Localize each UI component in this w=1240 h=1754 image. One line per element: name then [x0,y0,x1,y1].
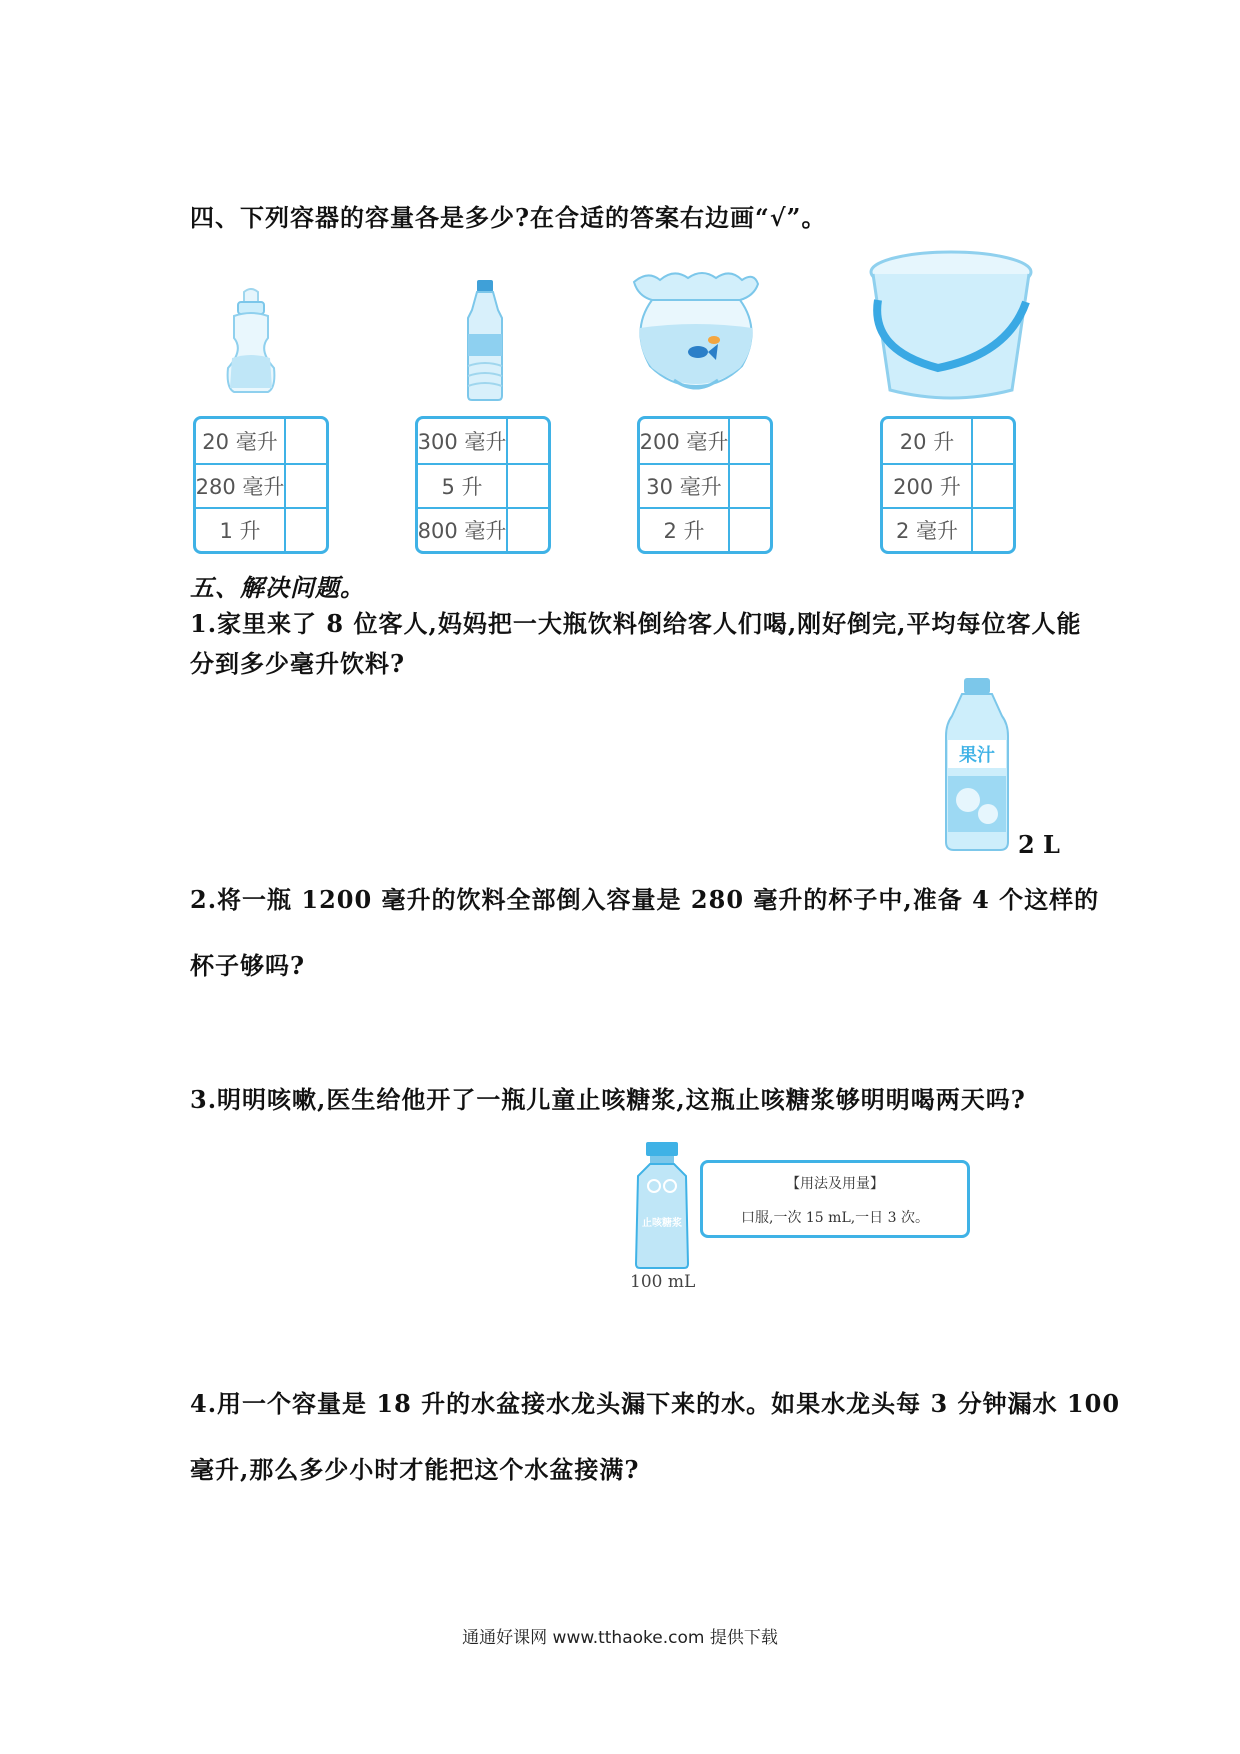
answer-box[interactable] [969,509,1013,551]
footer-credit: 通通好课网 www.tthaoke.com 提供下载 [462,1628,778,1648]
bucket-icon [868,250,1034,400]
section-4-heading: 四、下列容器的容量各是多少?在合适的答案右边画“√”。 [190,203,827,232]
answer-box[interactable] [504,509,548,551]
option-label: 30 毫升 [640,465,730,507]
option-label: 280 毫升 [196,465,286,507]
answer-box[interactable] [726,419,770,463]
options-table-bucket [880,416,1016,554]
juice-bottle-label: 果汁 [959,745,995,766]
dosage-title: 【用法及用量】 [786,1176,884,1192]
answer-box[interactable] [504,465,548,507]
option-label: 20 升 [883,419,973,463]
question-2-line-1: 2.将一瓶 1200 毫升的饮料全部倒入容量是 280 毫升的杯子中,准备 4 个这样的 [190,885,1100,914]
question-1-line-2: 分到多少毫升饮料? [190,649,406,678]
fishbowl-icon [630,270,762,396]
option-label: 300 毫升 [418,419,508,463]
answer-box[interactable] [969,419,1013,463]
option-label: 200 毫升 [640,419,730,463]
option-label: 5 升 [418,465,508,507]
dosage-instructions-box [700,1160,970,1238]
option-label: 2 升 [640,509,730,551]
question-3-line-1: 3.明明咳嗽,医生给他开了一瓶儿童止咳糖浆,这瓶止咳糖浆够明明喝两天吗? [190,1085,1026,1114]
answer-box[interactable] [969,465,1013,507]
answer-box[interactable] [504,419,548,463]
syrup-volume-caption: 100 mL [630,1272,696,1292]
answer-box[interactable] [282,419,326,463]
options-table-baby-bottle [193,416,329,554]
answer-box[interactable] [726,465,770,507]
juice-bottle-icon [944,676,1010,852]
syrup-bottle-icon [632,1140,692,1270]
option-label: 2 毫升 [883,509,973,551]
question-1-line-1: 1.家里来了 8 位客人,妈妈把一大瓶饮料倒给客人们喝,刚好倒完,平均每位客人能 [190,609,1082,638]
option-label: 1 升 [196,509,286,551]
answer-box[interactable] [282,509,326,551]
water-bottle-icon [462,278,508,402]
syrup-bottle-label: 止咳糖浆 [642,1218,682,1229]
question-2-line-2: 杯子够吗? [190,951,306,980]
option-label: 200 升 [883,465,973,507]
options-table-water-bottle [415,416,551,554]
option-label: 20 毫升 [196,419,286,463]
options-table-fishbowl [637,416,773,554]
question-4-line-1: 4.用一个容量是 18 升的水盆接水龙头漏下来的水。如果水龙头每 3 分钟漏水 100 [190,1389,1121,1418]
section-5-heading: 五、解决问题。 [190,573,365,602]
baby-bottle-icon [222,288,280,398]
option-label: 800 毫升 [418,509,508,551]
answer-box[interactable] [726,509,770,551]
dosage-text: 口服,一次 15 mL,一日 3 次。 [741,1210,929,1226]
answer-box[interactable] [282,465,326,507]
juice-volume-caption: 2 L [1018,830,1060,859]
question-4-line-2: 毫升,那么多少小时才能把这个水盆接满? [190,1455,640,1484]
